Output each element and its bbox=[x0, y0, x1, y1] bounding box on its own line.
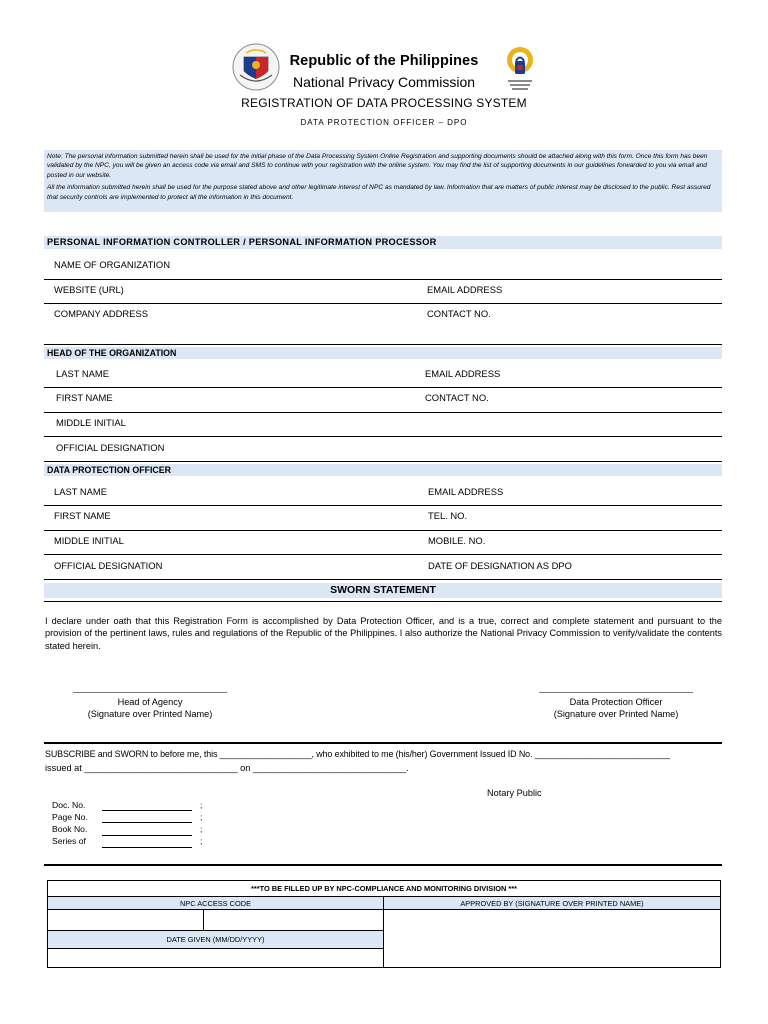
label-website: WEBSITE (URL) bbox=[54, 284, 124, 295]
semicolon: ; bbox=[200, 812, 203, 822]
book-no-line bbox=[102, 835, 192, 836]
approved-by-field[interactable] bbox=[384, 910, 720, 967]
label-dpo-mobile: MOBILE. NO. bbox=[428, 535, 486, 546]
divider bbox=[44, 436, 722, 437]
divider bbox=[44, 742, 722, 744]
npc-table-title: ***TO BE FILLED UP BY NPC-COMPLIANCE AND MONITORING DIVISION *** bbox=[48, 881, 720, 897]
divider bbox=[44, 461, 722, 462]
section-sworn-header: SWORN STATEMENT bbox=[44, 583, 722, 598]
signature-over-name-label: (Signature over Printed Name) bbox=[553, 709, 679, 719]
label-dpo-email: EMAIL ADDRESS bbox=[428, 486, 504, 497]
label-dpo-designation: OFFICIAL DESIGNATION bbox=[54, 560, 163, 571]
divider bbox=[44, 303, 722, 304]
issued-at-line: issued at ______________________________ on ______________________________. bbox=[45, 763, 409, 773]
divider bbox=[44, 530, 722, 531]
label-name-of-organization: NAME OF ORGANIZATION bbox=[54, 259, 170, 270]
npc-logo bbox=[503, 44, 537, 94]
sworn-statement-text: I declare under oath that this Registration Form is accomplished by Data Protection Officer, and is a true, correct and complete statement and pursuant to the provision of the pertinent laws, rules and regulations of the Republic of the Philippines. I also authorize the National Privacy Commission to verify/validate the contents stated herein. bbox=[45, 616, 722, 651]
dpo-label: Data Protection Officer bbox=[569, 696, 663, 707]
divider bbox=[44, 279, 722, 280]
npc-use-table bbox=[47, 880, 721, 968]
label-head-designation: OFFICIAL DESIGNATION bbox=[56, 442, 165, 453]
doc-no-line bbox=[102, 810, 192, 811]
divider bbox=[44, 601, 722, 602]
form-type-title: DATA PROTECTION OFFICER – DPO bbox=[300, 118, 468, 127]
label-head-contact: CONTACT NO. bbox=[425, 392, 489, 403]
book-no-label: Book No. bbox=[52, 824, 88, 834]
divider bbox=[44, 387, 722, 388]
registration-title: REGISTRATION OF DATA PROCESSING SYSTEM bbox=[241, 96, 527, 110]
note-paragraph-1: Note: The personal information submitted herein shall be used for the initial phase of the Data Processing System Online Registration and supporting documents should be attached along with this form. Once this form has been validated by the NPC, you will be given an access code via email and SMS to continue with your registration with the online system. You may find the list of supporting documents in our guidelines forwarded to you via email and posted in our website. bbox=[47, 153, 708, 179]
signature-over-name-label: (Signature over Printed Name) bbox=[87, 709, 213, 719]
signature-line: _____________________________________ bbox=[73, 684, 227, 693]
semicolon: ; bbox=[200, 836, 203, 846]
commission-title: National Privacy Commission bbox=[292, 74, 476, 90]
note-paragraph-2: All the information submitted herein shall be used for the purpose stated above and other legitimate interest of NPC as mandated by law. Information that are matters of public interest may be disclosed to the public. Rest assured that security controls are implemented to protect all the information in this document. bbox=[47, 184, 711, 201]
label-head-last-name: LAST NAME bbox=[56, 368, 109, 379]
note-box bbox=[44, 150, 722, 212]
access-code-field[interactable] bbox=[48, 910, 384, 931]
date-given-field[interactable] bbox=[48, 949, 384, 967]
label-head-email: EMAIL ADDRESS bbox=[425, 368, 501, 379]
section-head-header: HEAD OF THE ORGANIZATION bbox=[44, 347, 722, 359]
date-given-header: DATE GIVEN (MM/DD/YYYY) bbox=[48, 931, 384, 949]
label-dpo-last-name: LAST NAME bbox=[54, 486, 107, 497]
page-no-label: Page No. bbox=[52, 812, 88, 822]
npc-access-code-header: NPC ACCESS CODE bbox=[48, 897, 384, 910]
approved-by-header: APPROVED BY (SIGNATURE OVER PRINTED NAME) bbox=[384, 897, 720, 910]
republic-title: Republic of the Philippines bbox=[289, 53, 479, 69]
divider bbox=[44, 554, 722, 555]
series-of-label: Series of bbox=[52, 836, 86, 846]
section-pic-header: PERSONAL INFORMATION CONTROLLER / PERSONAL INFORMATION PROCESSOR bbox=[44, 236, 722, 249]
head-of-agency-label: Head of Agency bbox=[117, 696, 183, 707]
label-dpo-tel: TEL. NO. bbox=[428, 510, 468, 521]
dpo-signature-block bbox=[510, 683, 722, 721]
head-of-agency-signature-block bbox=[44, 683, 256, 721]
label-head-middle-initial: MIDDLE INITIAL bbox=[56, 417, 126, 428]
doc-no-label: Doc. No. bbox=[52, 800, 86, 810]
label-head-first-name: FIRST NAME bbox=[56, 392, 113, 403]
label-dpo-date-of-designation: DATE OF DESIGNATION AS DPO bbox=[428, 560, 572, 571]
divider bbox=[44, 344, 722, 345]
divider bbox=[44, 579, 722, 580]
divider bbox=[44, 505, 722, 506]
semicolon: ; bbox=[200, 824, 203, 834]
label-dpo-middle-initial: MIDDLE INITIAL bbox=[54, 535, 124, 546]
label-pic-contact: CONTACT NO. bbox=[427, 308, 491, 319]
semicolon: ; bbox=[200, 800, 203, 810]
label-pic-email: EMAIL ADDRESS bbox=[427, 284, 503, 295]
label-dpo-first-name: FIRST NAME bbox=[54, 510, 111, 521]
series-of-line bbox=[102, 847, 192, 848]
divider bbox=[44, 412, 722, 413]
section-dpo-header: DATA PROTECTION OFFICER bbox=[44, 464, 722, 476]
subscribe-sworn-line: SUBSCRIBE and SWORN to before me, this ___________________, who exhibited to me (his/her) Government Issued ID No. ____________________________ bbox=[45, 749, 671, 759]
notary-public-label: Notary Public bbox=[487, 788, 542, 798]
label-company-address: COMPANY ADDRESS bbox=[54, 308, 148, 319]
signature-line: _____________________________________ bbox=[539, 684, 693, 693]
page-no-line bbox=[102, 822, 192, 823]
divider bbox=[44, 864, 722, 866]
access-code-split bbox=[203, 910, 204, 931]
